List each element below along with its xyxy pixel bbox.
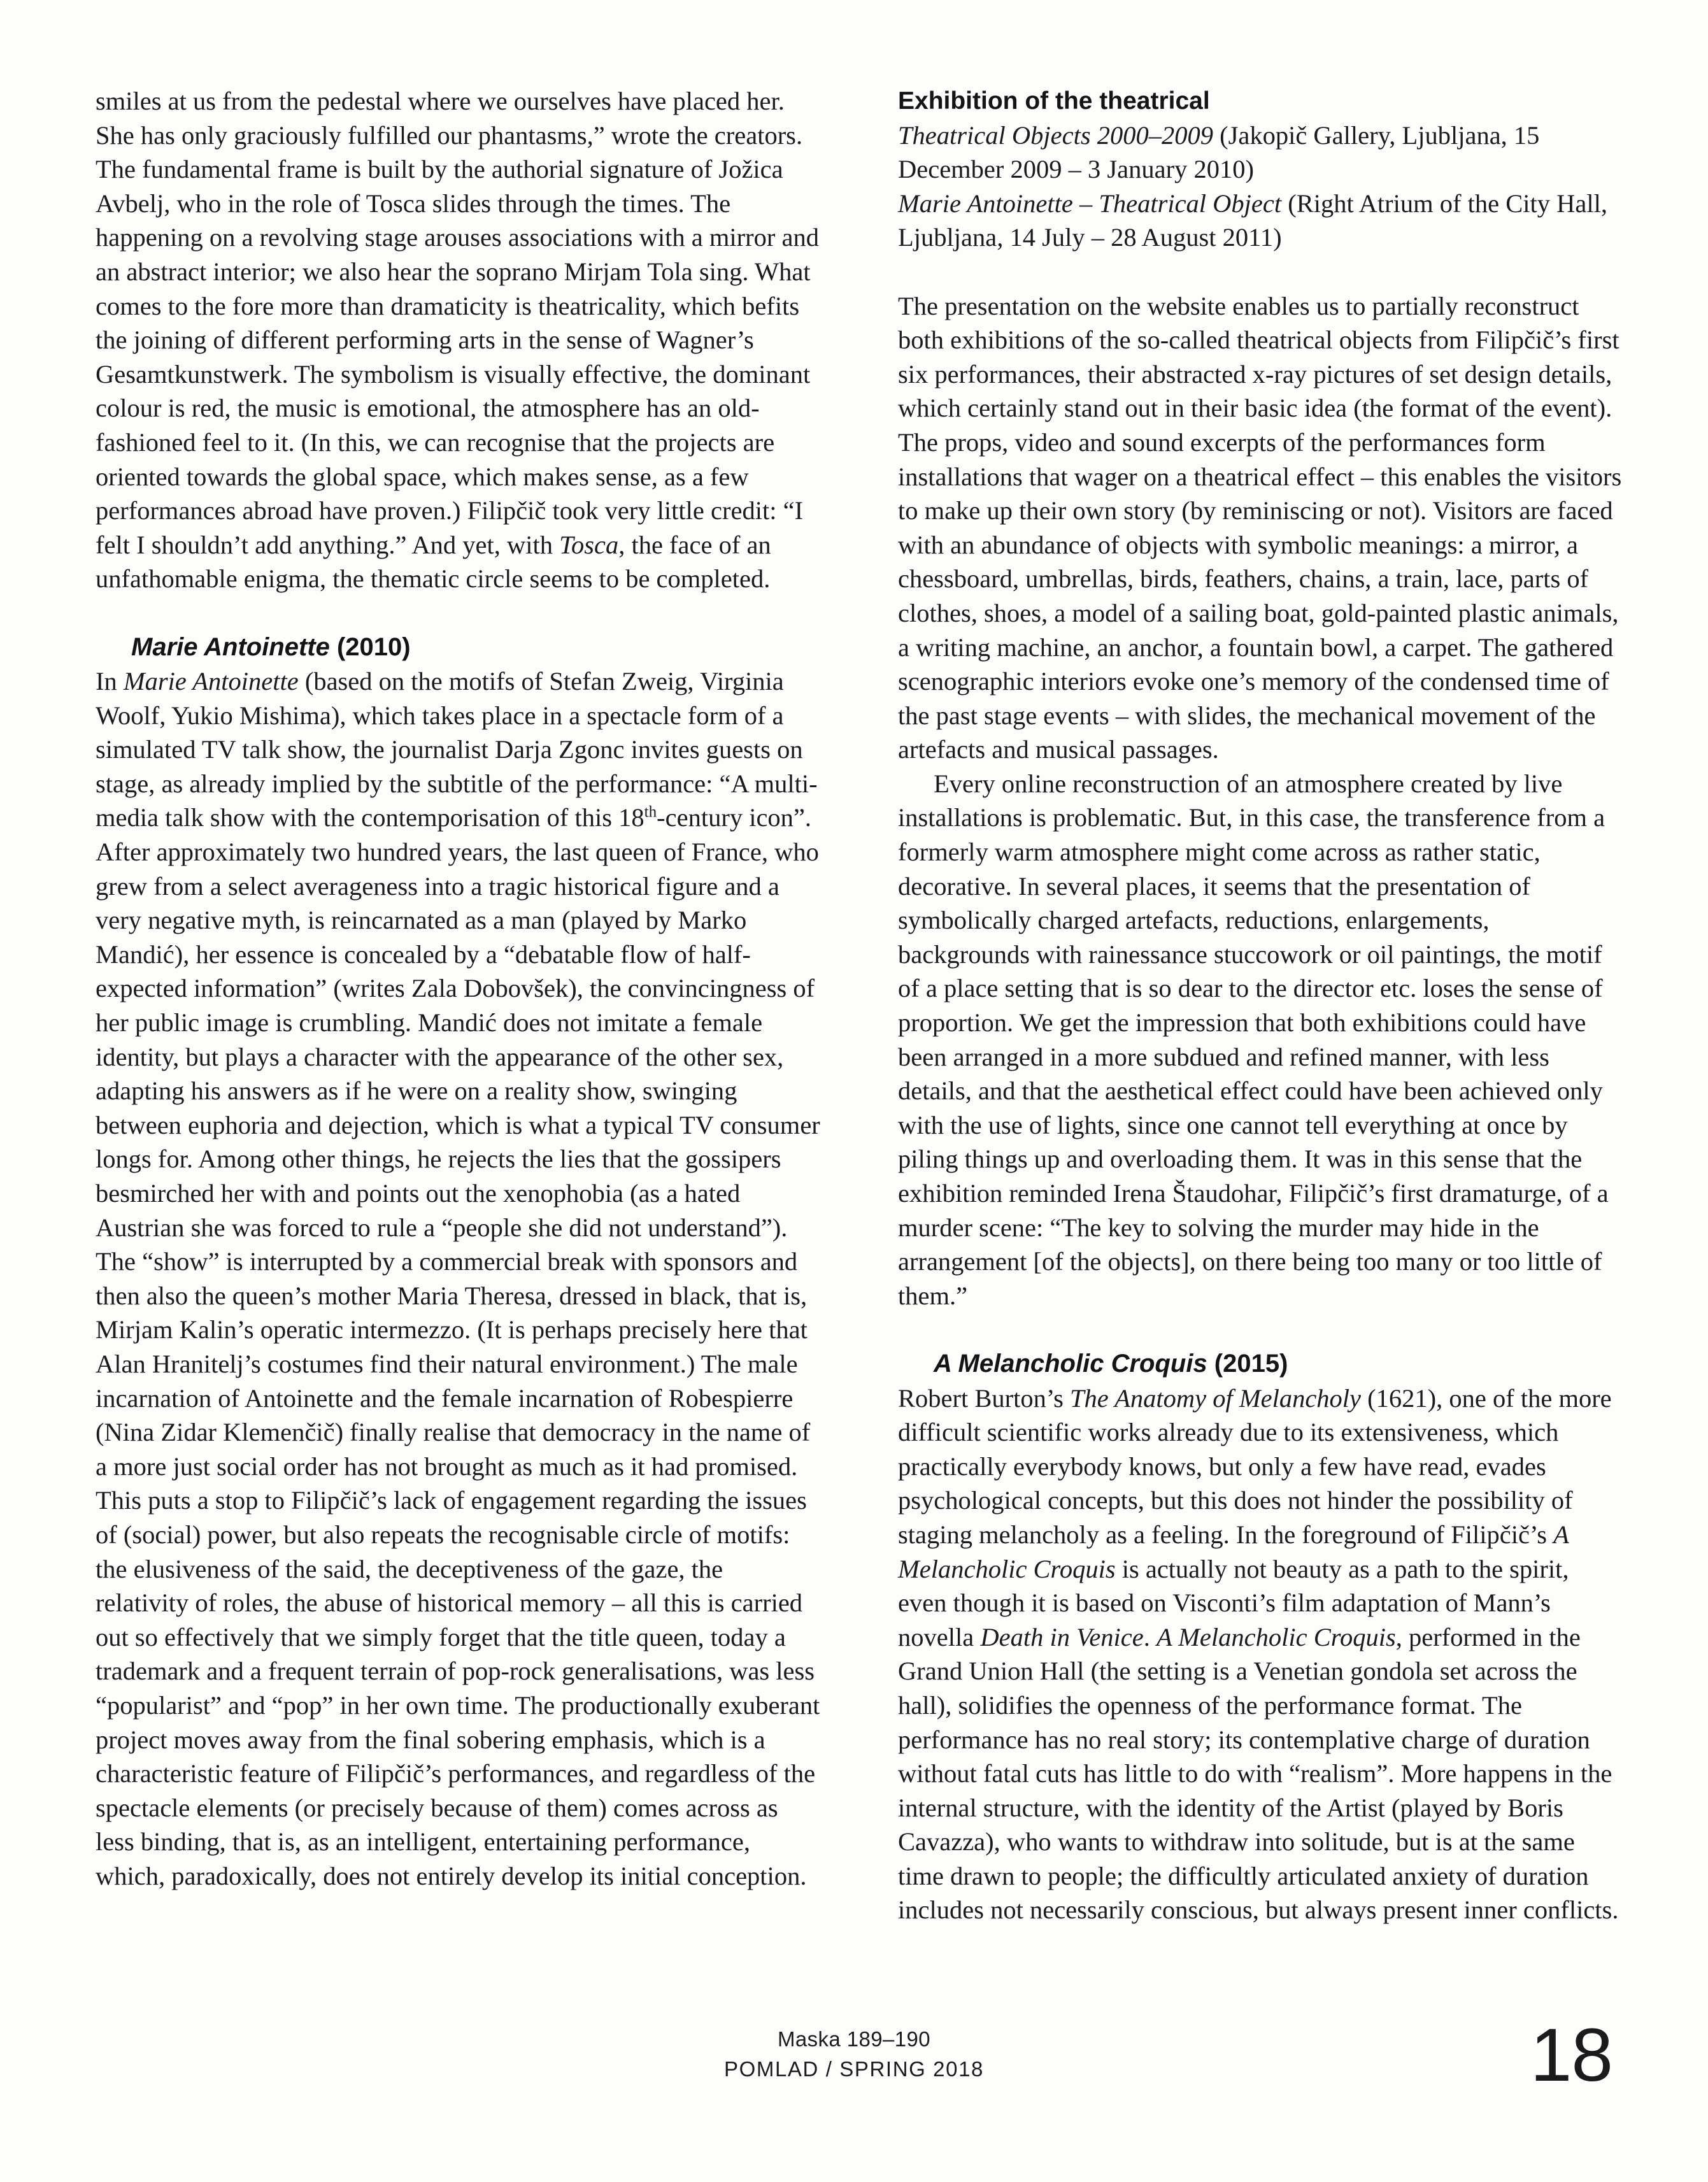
section-heading-title: Marie Antoinette [131, 632, 330, 661]
marie-antoinette-body [96, 664, 822, 1893]
ordinal-superscript: th [644, 803, 657, 821]
two-column-layout [96, 84, 1624, 1927]
section-heading-melancholic-croquis [898, 1347, 1624, 1381]
left-column [96, 84, 822, 1927]
section-heading-marie-antoinette [96, 631, 822, 665]
exhibition-block-heading: Exhibition of the theatrical [898, 87, 1210, 115]
body-text-part-1: (based on the motifs of Stefan Zweig, Virginia Woolf, Yukio Mishima), which takes place in a spectacle form of a simulated TV talk show, the journalist Darja Zgonc invites guests on stage, as already implied by the subtitle of the performance: “A multi-media talk show with the contemporisation of this 18 [96, 667, 818, 832]
croquis-text-2: (1621), one of the more difficult scientific works already due to its extensiveness, which practically everybody knows, but only a few have read, evades psychological concepts, but this does not hinder the possibility of staging melancholy as a feeling. In the foreground of Filipčič’s [898, 1383, 1612, 1549]
exhibition-entry-2 [898, 187, 1624, 255]
right-paragraph-1: The presentation on the website enables us to partially reconstruct both exhibitions of the so-called theatrical objects from Filipčič’s first six performances, their abstracted x-ray pictures of set design details, which certainly stand out in their basic idea (the format of the event). The props, video and sound excerpts of the performances form installations that wager on a theatrical effect – this enables the visitors to make up their own story (by reminiscing or not). Visitors are faced with an abundance of objects with symbolic meanings: a mirror, a chessboard, umbrellas, birds, feathers, chains, a train, lace, parts of clothes, shoes, a model of a sailing boat, gold-painted plastic animals, a writing machine, an anchor, a fountain bowl, a carpet. The gathered scenographic interiors evoke one’s memory of the condensed time of the past stage events – with slides, the mechanical movement of the artefacts and musical passages. [898, 291, 1622, 764]
croquis-text-1: Robert Burton’s [898, 1383, 1070, 1413]
death-in-venice-title: Death in Venice [980, 1622, 1144, 1651]
melancholic-croquis-body [898, 1381, 1624, 1928]
continued-text-part-1: smiles at us from the pedestal where we ourselves have placed her. She has only graciously fulfilled our phantasms,” wrote the creators. The fundamental frame is built by the authorial signature of Jožica Avbelj, who in the role of Tosca slides through the times. The happening on a revolving stage arouses associations with a mirror and an abstract interior; we also hear the soprano Mirjam Tola sing. What comes to the fore more than dramaticity is theatricality, which befits the joining of different performing arts in the sense of Wagner’s Gesamtkunstwerk. The symbolism is visually effective, the dominant colour is red, the music is emotional, the atmosphere has an old-fashioned feel to it. (In this, we can recognise that the projects are oriented towards the global space, which makes sense, as a few performances abroad have proven.) Filipčič took very little credit: “I felt I shouldn’t add anything.” And yet, with [96, 87, 819, 559]
exhibition-1-details: (Jakopič Gallery, Ljubljana, 15 December 2009 – 3 January 2010) [898, 120, 1540, 184]
paragraph-gap [96, 596, 822, 631]
paragraph-gap-right-1 [898, 255, 1624, 289]
right-paragraph-2-text: Every online reconstruction of an atmosphere created by live installations is problematic. But, in this case, the transference from a formerly warm atmosphere might come across as rather static, decorative. In several places, it seems that the presentation of symbolically charged artefacts, reductions, enlargements, backgrounds with rainessance stuccowork or oil paintings, the motif of a place setting that is so dear to the director etc. loses the sense of proportion. We get the impression that both exhibitions could have been arranged in a more subdued and refined manner, with less details, and that the aesthetical effect could have been achieved only with the use of lights, since one cannot tell everything at once by piling things up and overloading them. It was in this sense that the exhibition reminded Irena Štaudohar, Filipčič’s first dramaturge, of a murder scene: “The key to solving the murder may hide in the arrangement [of the objects], on there being too many or too little of them.” [898, 769, 1609, 1310]
croquis-text-3: is actually not beauty as a path to the spirit, even though it is based on Visconti’s film adaptation of Mann’s novella [898, 1554, 1569, 1651]
exhibition-2-title: Marie Antoinette – Theatrical Object [898, 189, 1282, 218]
exhibition-2-details: (Right Atrium of the City Hall, Ljubljana, 14 July – 28 August 2011) [898, 189, 1608, 252]
body-intro: In [96, 667, 124, 696]
footer-publication-info [0, 2024, 1708, 2084]
croquis-text-5: , performed in the Grand Union Hall (the setting is a Venetian gondola set across the hall), solidifies the openness of the performance format. The performance has no real story; its contemplative charge of duration without fatal cuts has little to do with “realism”. More happens in the internal structure, with the identity of the Artist (played by Boris Cavazza), who wants to withdraw into solitude, but is at the same time drawn to people; the difficultly articulated anxiety of duration includes not necessarily conscious, but always present inner conflicts. [898, 1622, 1619, 1925]
page-footer [0, 2013, 1708, 2132]
croquis-heading-title: A Melancholic Croquis [934, 1349, 1207, 1378]
footer-publication-name: Maska 189–190 [777, 2027, 931, 2051]
footer-issue-season: POMLAD / SPRING 2018 [724, 2057, 984, 2081]
right-column [898, 84, 1624, 1927]
croquis-heading-year: (2015) [1207, 1349, 1288, 1378]
croquis-title-italic-1: A Melancholic Croquis [898, 1520, 1569, 1583]
exhibition-entry-1 [898, 118, 1624, 187]
paragraph-gap-right-2 [898, 1313, 1624, 1347]
continued-text-part-2: , the face of an unfathomable enigma, the thematic circle seems to be completed. [96, 530, 771, 594]
section-heading-year: (2010) [329, 632, 411, 661]
exhibition-1-title: Theatrical Objects 2000–2009 [898, 120, 1213, 150]
tosca-title-italic: Tosca [559, 530, 619, 559]
body-text-part-2: -century icon”. After approximately two hundred years, the last queen of France, who grew from a select averageness into a tragic historical figure and a very negative myth, is reincarnated as a man (played by Marko Mandić), her essence is concealed by a “debatable flow of half-expected information” (writes Zala Dobovšek), the convincingness of her public image is crumbling. Mandić does not imitate a female identity, but plays a character with the appearance of the other sex, adapting his answers as if he were on a reality show, swinging between euphoria and dejection, which is what a typical TV consumer longs for. Among other things, he rejects the lies that the gossipers besmirched her with and points out the xenophobia (as a hated Austrian she was forced to rule a “people she did not understand”). The “show” is interrupted by a commercial break with sponsors and then also the queen’s mother Maria Theresa, dressed in black, that is, Mirjam Kalin’s operatic intermezzo. (It is perhaps precisely here that Alan Hranitelj’s costumes find their natural environment.) The male incarnation of Antoinette and the female incarnation of Robespierre (Nina Zidar Klemenčič) finally realise that democracy in the name of a more just social order has not brought as much as it had promised. This puts a stop to Filipčič’s lack of engagement regarding the issues of (social) power, but also repeats the recognisable circle of motifs: the elusiveness of the said, the deceptiveness of the gaze, the relativity of roles, the abuse of historical memory – all this is carried out so effectively that we simply forget that the title queen, today a trademark and a frequent terrain of pop-rock generalisations, was less “popularist” and “pop” in her own time. The productionally exuberant project moves away from the final sobering emphasis, which is a characteristic feature of Filipčič’s performances, and regardless of the spectacle elements (or precisely because of them) comes across as less binding, that is, as an intelligent, entertaining performance, which, paradoxically, does not entirely develop its initial conception. [96, 803, 820, 1890]
anatomy-of-melancholy-title: The Anatomy of Melancholy [1070, 1383, 1362, 1413]
marie-antoinette-title-italic: Marie Antoinette [123, 667, 299, 696]
continued-paragraph [96, 84, 822, 596]
croquis-title-italic-2: A Melancholic Croquis [1156, 1622, 1396, 1651]
right-paragraph-2 [898, 767, 1624, 1313]
page-number: 18 [1530, 2013, 1612, 2097]
croquis-text-4: . [1143, 1622, 1157, 1651]
